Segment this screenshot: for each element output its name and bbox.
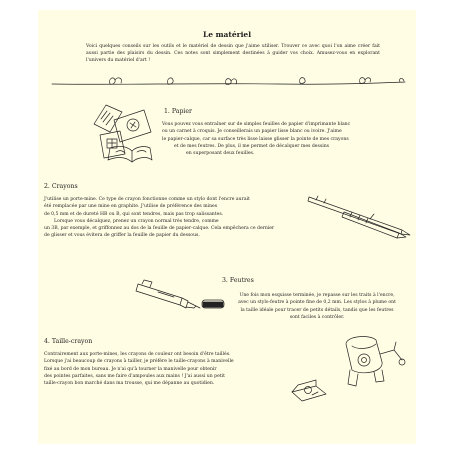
- felt-pen-icon: [134, 278, 230, 322]
- section-text-crayons: J'utilise un porte-mine. Ce type de crayon fonctionne comme un stylo dont l'encre aurait été remplacée par une mine en graphite. J'utilise de préférence des mines de 0,5 mm et de dureté HB ou B, qui sont tendres, mais pas trop salissantes. Lorsque vous décalquez, prenez un crayon normal très tendre, comme un 3B, par exemple, et griffonnez au dos de la feuille de papier-calque. Cela empêchera ce dernier de glisser et vous évitera de griffer la feuille de papier du dessous.: [44, 197, 275, 239]
- section-text-feutres: Une fois mon esquisse terminée, je repasse sur les traits à l'encre, avec un stylo-feutre à pointe fine de 0,2 mm. Les stylos à plume ont la taille idéale pour tracer de petits détails, tandis que les feutres sont faciles à contrôler.: [238, 293, 396, 320]
- sharpener-icon: [290, 332, 412, 404]
- paper-sheets-icon: [92, 102, 154, 170]
- pencils-icon: [306, 192, 414, 242]
- section-heading-feutres: 3. Feutres: [222, 277, 254, 284]
- section-text-papier: Vous pouvez vous entraîner sur de simples feuilles de papier d'imprimante blanc ou un carnet à croquis. Je conseillerais un papier lisse blanc ou ivoire. J'aime le papier-calque, car sa surface très lisse laisse glisser la pointe de mes crayons et de mes feutres. De plus, il me permet de décalquer mes dessins en superposant deux feuilles.: [162, 122, 351, 157]
- section-heading-taille-crayon: 4. Taille-crayon: [44, 338, 93, 345]
- section-text-taille-crayon: Contrairement aux porte-mines, les crayons de couleur ont besoin d'être taillés. Lorsque j'ai beaucoup de crayons à tailler, je préfère le taille-crayons à manivelle fixé au bord de mon bureau. Je n'ai qu'à tourner la manivelle pour obtenir des pointes parfaites, sans me faire d'ampoules aux mains ! J'ai aussi un petit taille-crayon bon marché dans ma trousse, qui me dépanne au quotidien.: [44, 352, 234, 387]
- book-page: [38, 10, 416, 444]
- intro-paragraph: Voici quelques conseils sur les outils et le matériel de dessin que j'aime utiliser. Trouver ce avec quoi l'on aime créer fait aussi partie des plaisirs du dessin. Ces notes sont simplement destinées à guider vos choix. Amusez-vous en explorant l'univers du matériel d'art !: [86, 44, 380, 63]
- page-title: Le matériel: [202, 30, 252, 39]
- section-heading-crayons: 2. Crayons: [44, 183, 78, 190]
- section-heading-papier: 1. Papier: [164, 108, 193, 115]
- ribbon-divider: [48, 72, 408, 88]
